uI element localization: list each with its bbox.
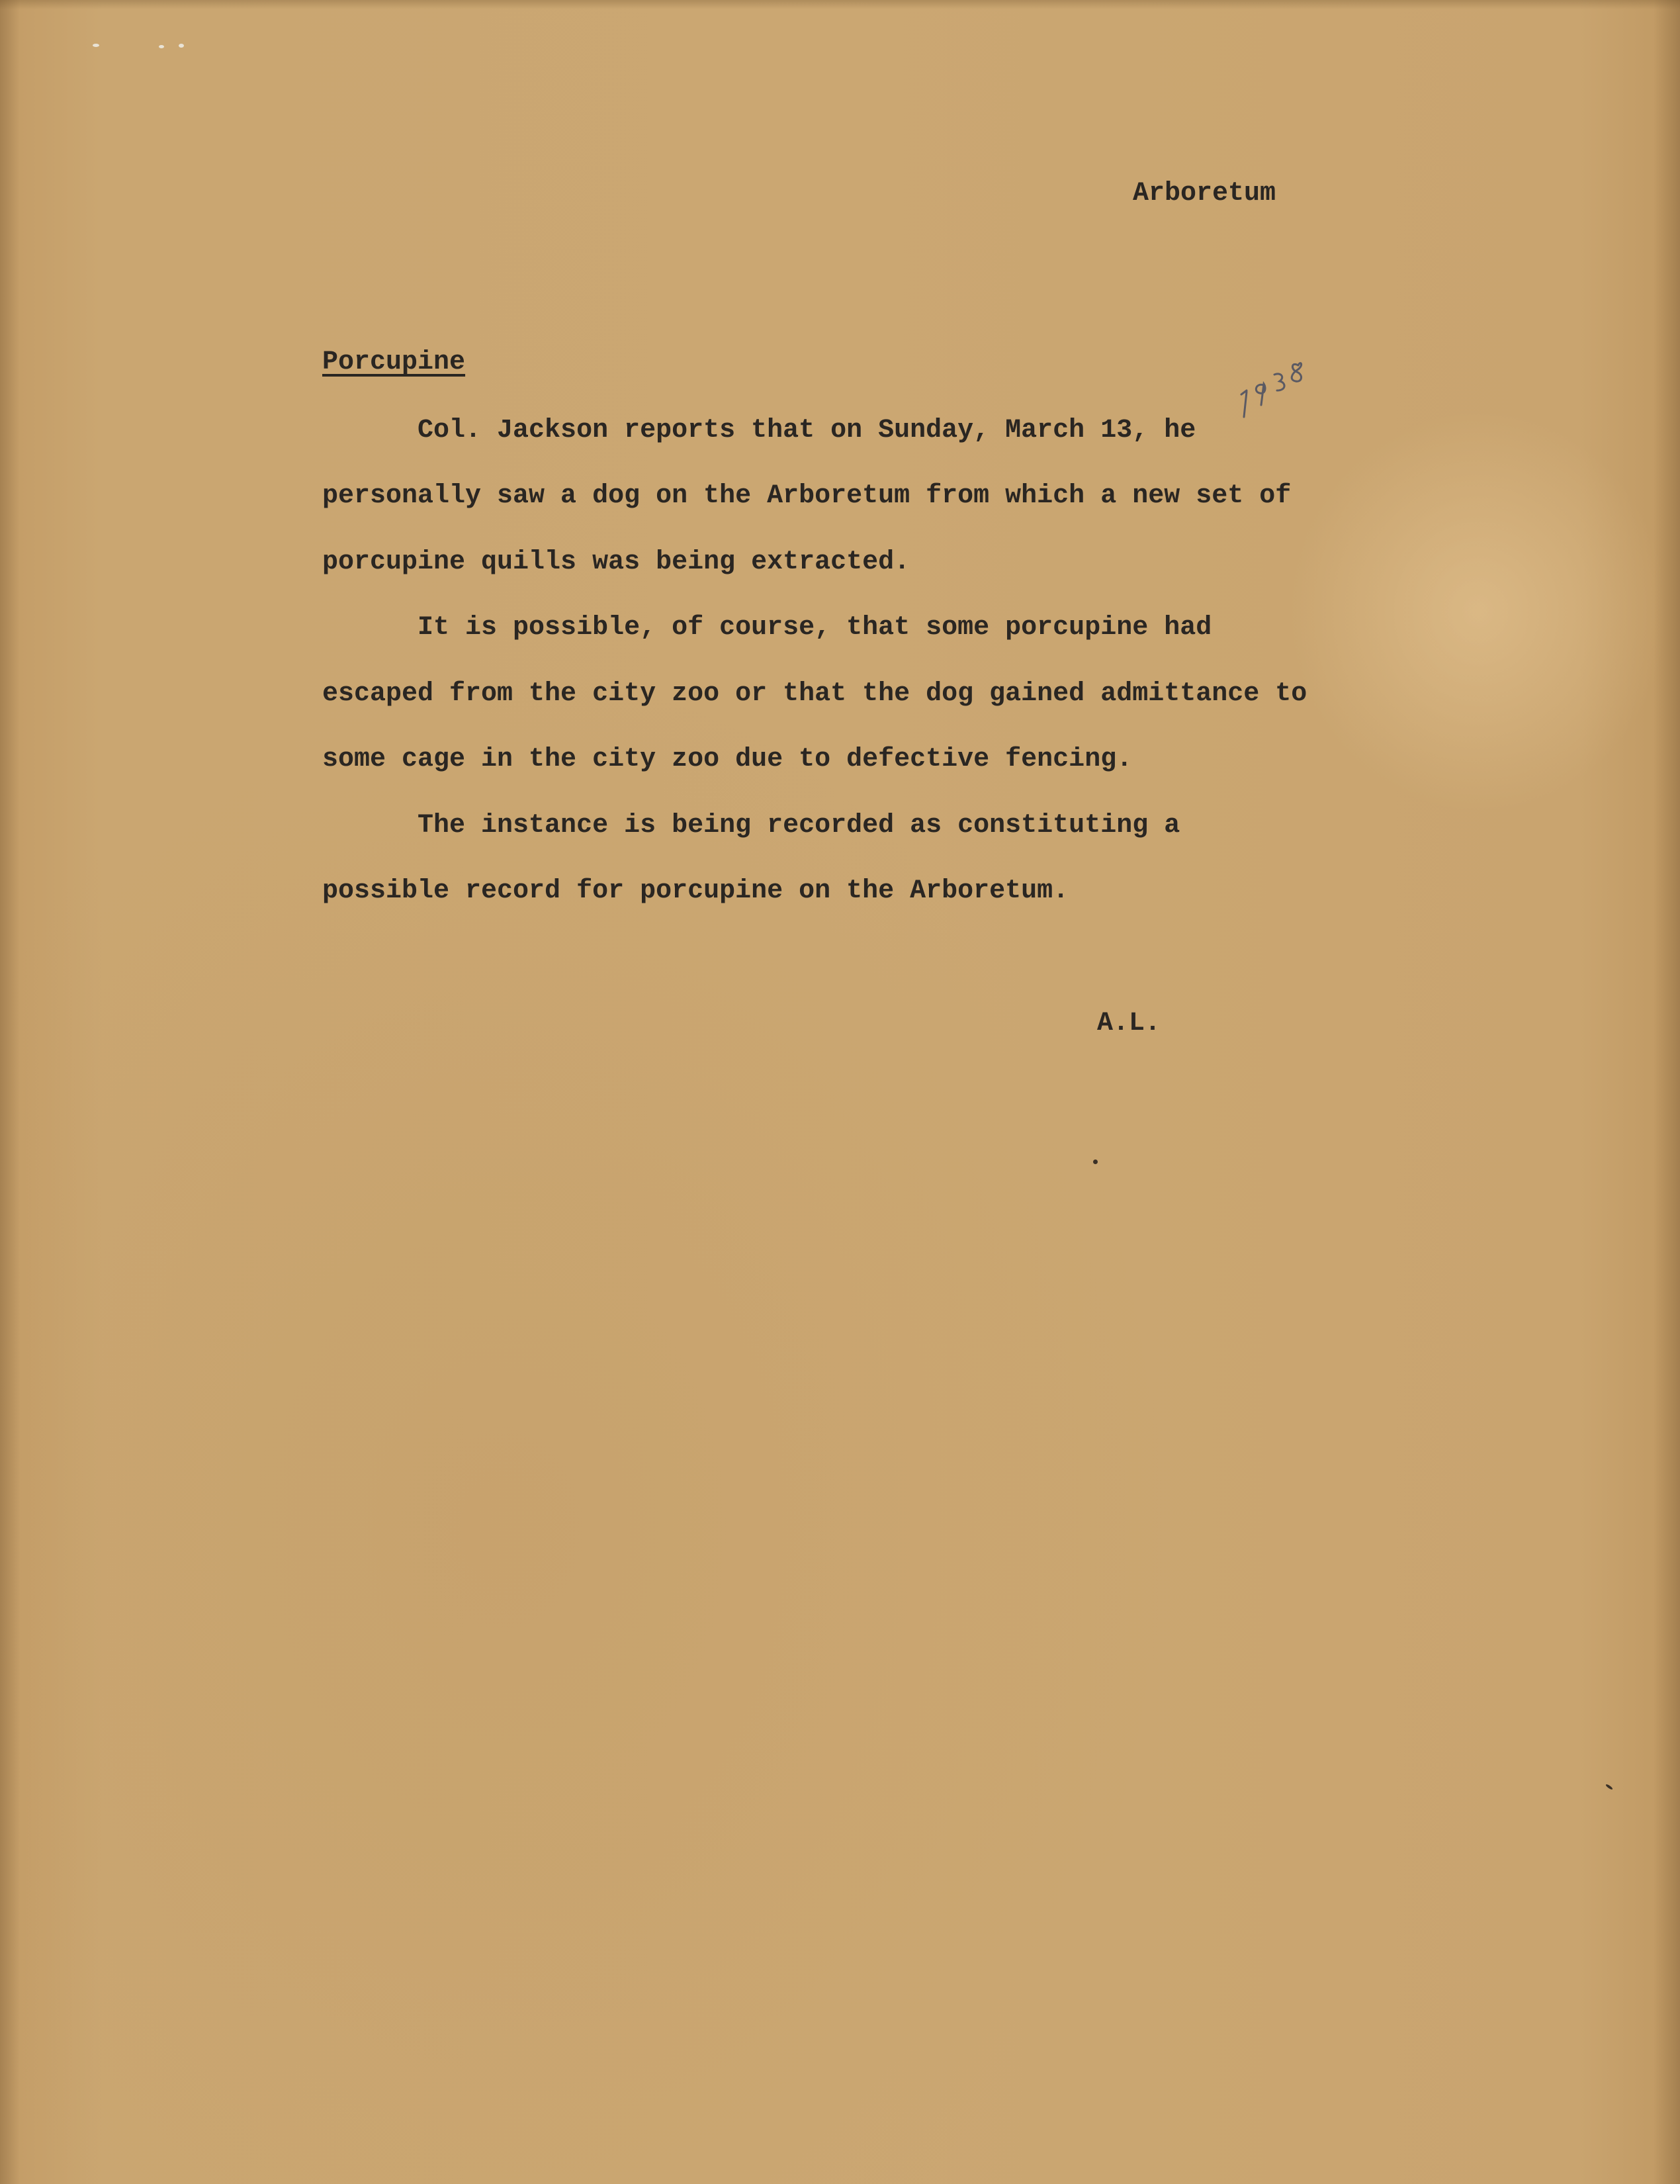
body-line-7: The instance is being recorded as constituting a bbox=[322, 811, 1180, 841]
paper-speck bbox=[1605, 1784, 1613, 1790]
paper-speck bbox=[179, 44, 184, 48]
paper-speck bbox=[1093, 1160, 1098, 1164]
body-line-8: possible record for porcupine on the Arboretum. bbox=[322, 876, 1069, 906]
section-title: Porcupine bbox=[322, 347, 466, 377]
body-line-6: some cage in the city zoo due to defective fencing. bbox=[322, 745, 1133, 774]
signature-initials: A.L. bbox=[1097, 1009, 1161, 1038]
paper-speck bbox=[93, 44, 99, 47]
body-line-2: personally saw a dog on the Arboretum from which a new set of bbox=[322, 481, 1292, 511]
body-line-1: Col. Jackson reports that on Sunday, March 13, he bbox=[322, 416, 1196, 445]
header-label: Arboretum bbox=[1133, 179, 1276, 208]
paper-edge-right bbox=[1654, 0, 1680, 2184]
paper-speck bbox=[159, 45, 164, 48]
handwritten-year-annotation bbox=[1232, 351, 1311, 424]
body-line-4: It is possible, of course, that some porcupine had bbox=[322, 613, 1212, 643]
paper-edge-top bbox=[0, 0, 1680, 9]
body-line-3: porcupine quills was being extracted. bbox=[322, 547, 910, 577]
body-line-5: escaped from the city zoo or that the dog gained admittance to bbox=[322, 679, 1307, 709]
paper-edge-left bbox=[0, 0, 20, 2184]
